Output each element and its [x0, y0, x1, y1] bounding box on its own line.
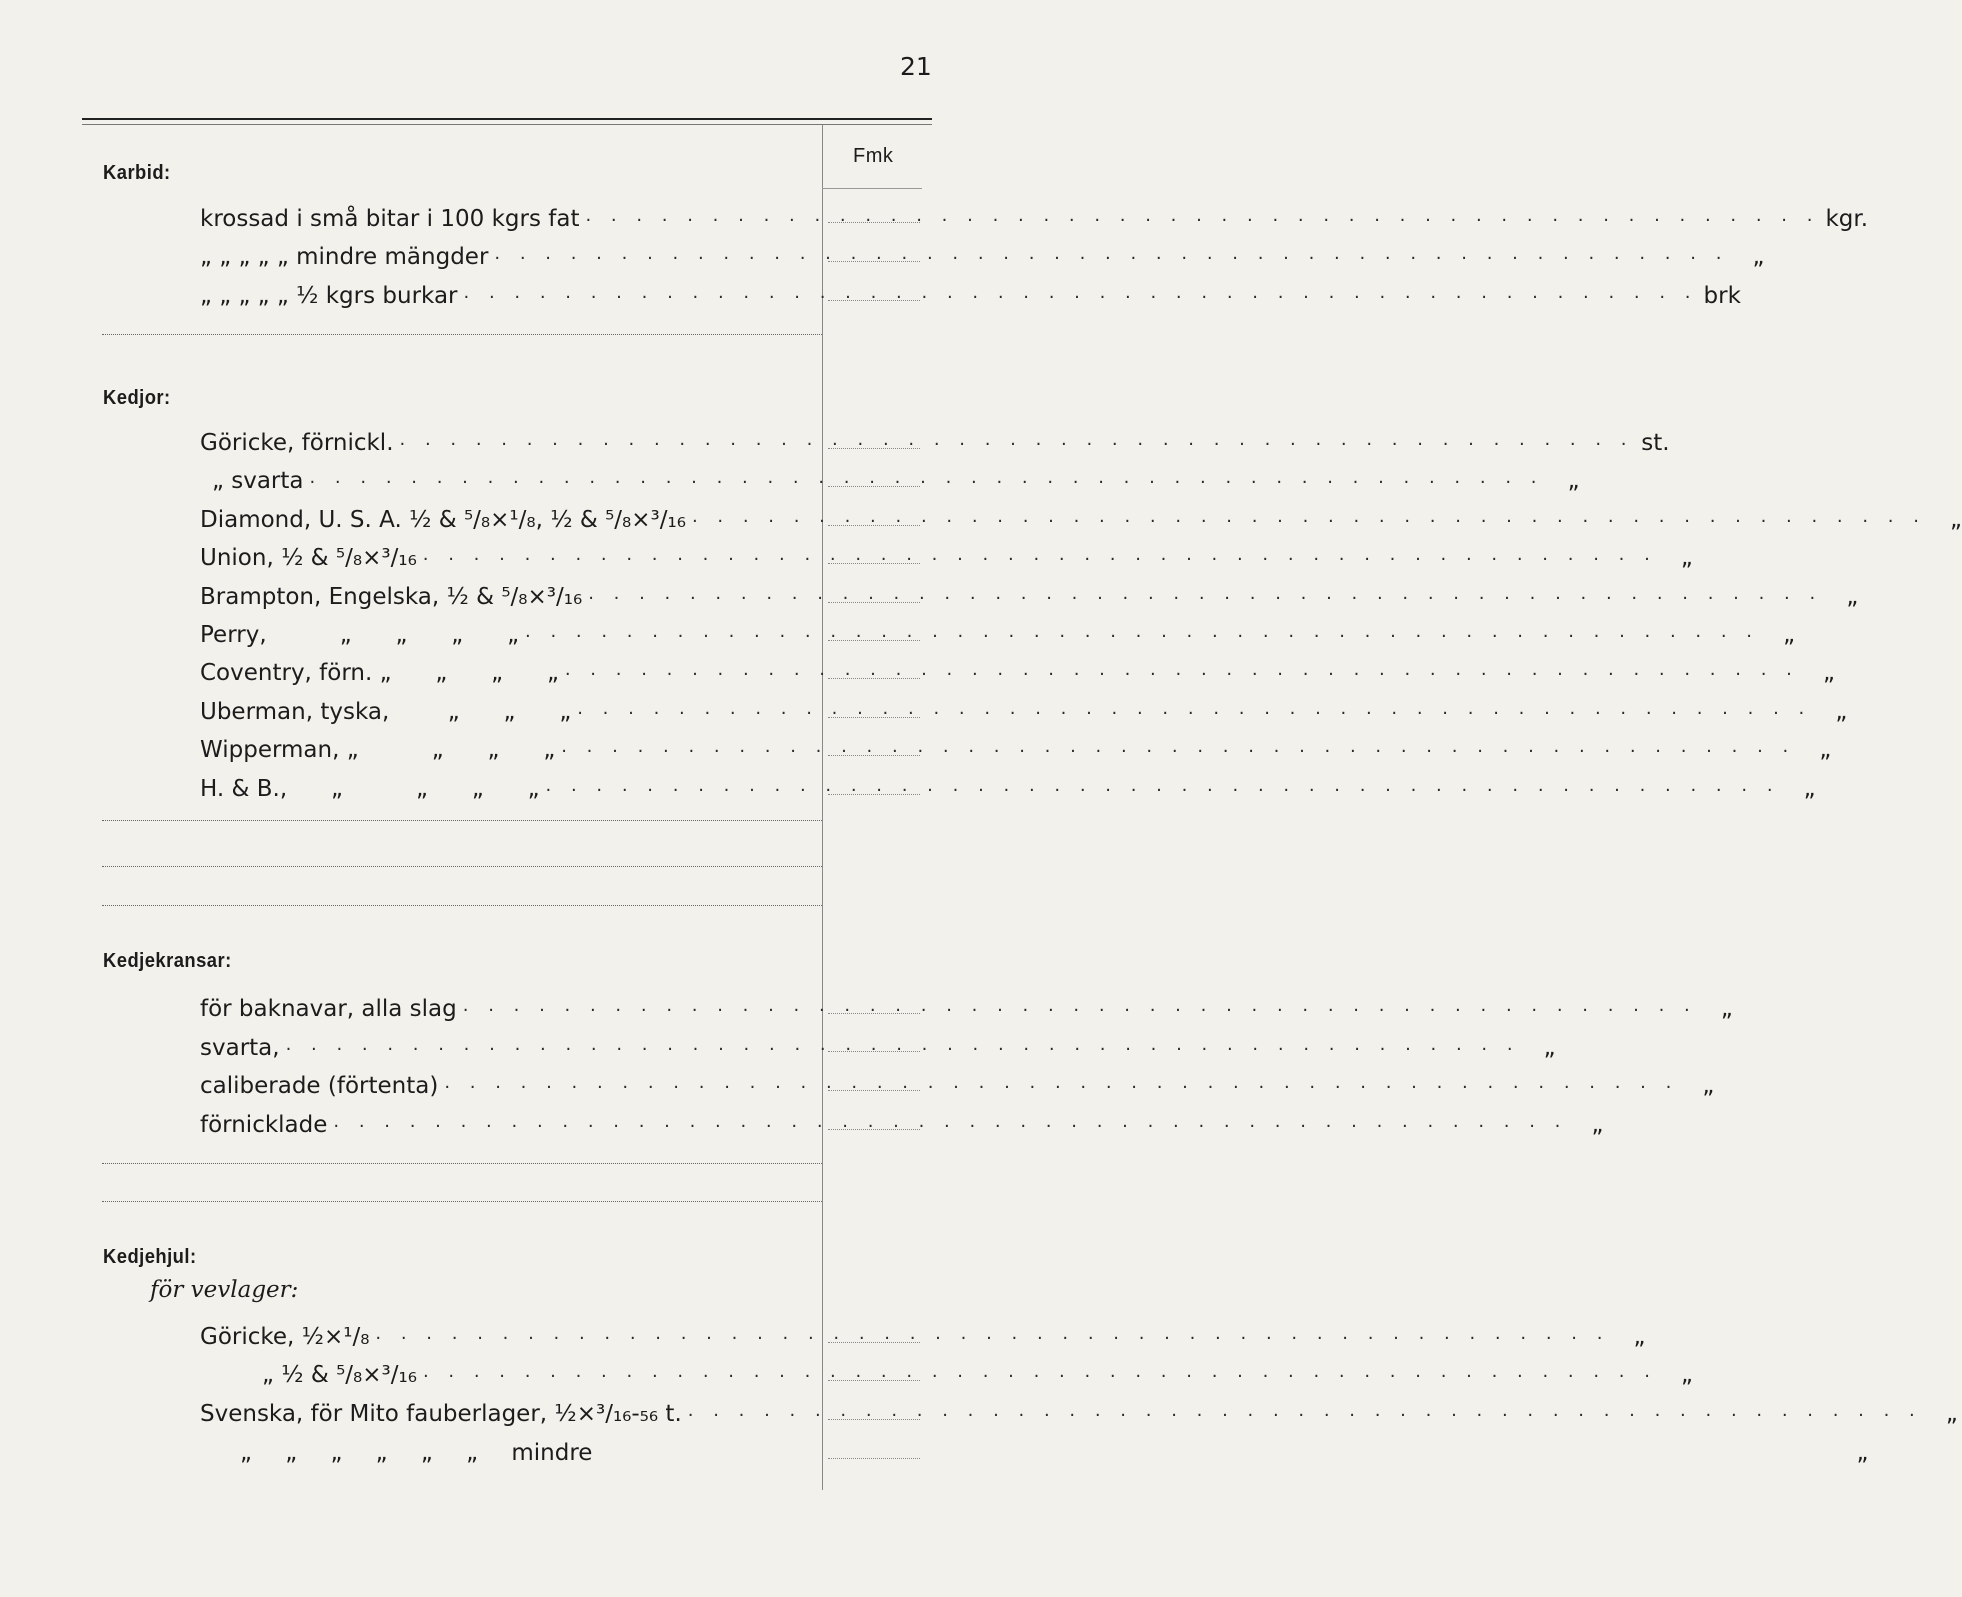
section-heading-kedjekransar: Kedjekransar:: [103, 950, 232, 972]
price-cell: [828, 563, 920, 565]
price-row: [200, 196, 1869, 232]
price-row: [200, 497, 1962, 533]
item-unit: „: [1846, 584, 1859, 610]
dot-leader: . . . . . . . . . . . . . . . . . . . . . . . . . . . . . . . . . . . . . . . . . . . . . . . . .: [588, 583, 1823, 604]
dot-leader: . . . . . . . . . . . . . . . . . . . . . . . . . . . . . . . . . . . . . . . . . . . . . . . . .: [577, 698, 1812, 719]
page-number: 21: [900, 52, 932, 81]
price-row: [200, 986, 1733, 1022]
price-row: [200, 1102, 1604, 1138]
dot-leader: . . . . . . . . . . . . . . . . . . . . . . . . . . . . . . . . . . . . . . . . . . . . . . . . .: [422, 1361, 1657, 1382]
item-unit: „: [1567, 468, 1580, 494]
section-separator: [102, 1163, 822, 1165]
price-cell: [828, 525, 920, 527]
price-cell: [828, 1051, 920, 1053]
item-unit: „: [1702, 1073, 1715, 1099]
item-description: Göricke, förnickl.: [200, 430, 394, 456]
dot-leader: . . . . . . . . . . . . . . . . . . . . . . . . . . . . . . . . . . . . . . . . . . . . . . . . .: [462, 995, 1697, 1016]
price-row: [200, 1352, 1693, 1388]
item-unit: „: [1835, 699, 1848, 725]
item-description: förnicklade: [200, 1112, 328, 1138]
item-unit: st.: [1641, 430, 1670, 456]
item-description: „ „ „ „ „ ½ kgrs burkar: [200, 283, 458, 309]
dot-leader: . . . . . . . . . . . . . . . . . . . . . . . . . . . . . . . . . . . . . . . . . . . . . . . . .: [333, 1111, 1568, 1132]
price-cell: [828, 640, 920, 642]
item-description: „ svarta: [212, 468, 304, 494]
price-cell: [828, 602, 920, 604]
price-row: [200, 535, 1693, 571]
price-row: [200, 727, 1832, 763]
price-row: [200, 1430, 1869, 1466]
section-separator: [102, 1201, 822, 1203]
section-separator: [102, 905, 822, 907]
item-unit: „: [1543, 1035, 1556, 1061]
dot-leader: . . . . . . . . . . . . . . . . . . . . . . . . . . . . . . . . . . . . . . . . . . . . . . . . .: [545, 775, 1780, 796]
price-cell: [828, 794, 920, 796]
item-unit: „: [1783, 622, 1796, 648]
section-subheading: för vevlager:: [150, 1277, 299, 1303]
price-row: [200, 1063, 1715, 1099]
dot-leader: . . . . . . . . . . . . . . . . . . . . . . . . . . . . . . . . . . . . . . . . . . . . . . . . .: [285, 1034, 1520, 1055]
item-unit: „: [1681, 1362, 1693, 1388]
dot-leader: . . . . . . . . . . . . . . . . . . . . . . . . . . . . . . . . . . . . . . . . . . . . . . . . .: [561, 736, 1796, 757]
price-row: [200, 234, 1765, 270]
section-separator: [102, 820, 822, 822]
item-description: krossad i små bitar i 100 kgrs fat: [200, 206, 580, 232]
price-row: [200, 1314, 1646, 1350]
item-unit: „: [1822, 660, 1835, 686]
price-cell: [828, 717, 920, 719]
price-cell: [828, 448, 920, 450]
item-description: Coventry, förn. „ „ „ „: [200, 660, 559, 686]
section-heading-kedjehjul: Kedjehjul:: [103, 1246, 197, 1268]
price-cell: [828, 1013, 920, 1015]
price-cell: [828, 755, 920, 757]
price-cell: [828, 1129, 920, 1131]
item-unit: „: [1720, 996, 1733, 1022]
dot-leader: . . . . . . . . . . . . . . . . . . . . . . . . . . . . . . . . . . . . . . . . . . . . . . . . .: [399, 429, 1634, 450]
item-unit: „: [1680, 545, 1693, 571]
item-description: Svenska, för Mito fauberlager, ½×³/₁₆-₅₆ t.: [200, 1401, 682, 1427]
item-description: Union, ½ & ⁵/₈×³/₁₆: [200, 545, 417, 571]
price-row: [200, 1391, 1958, 1427]
item-description: „ ½ & ⁵/₈×³/₁₆: [262, 1362, 417, 1388]
price-cell: [828, 1458, 920, 1460]
section-separator: [102, 334, 822, 336]
price-cell: [828, 1090, 920, 1092]
price-row: [200, 273, 1741, 309]
item-description: H. & B., „ „ „ „: [200, 776, 540, 802]
item-description: för baknavar, alla slag: [200, 996, 457, 1022]
price-row: [200, 766, 1816, 802]
price-cell: [828, 1419, 920, 1421]
item-unit: kgr.: [1825, 206, 1869, 232]
item-unit: „: [1633, 1324, 1646, 1350]
item-description: svarta,: [200, 1035, 280, 1061]
item-unit: „: [1856, 1440, 1869, 1466]
dot-leader: . . . . . . . . . . . . . . . . . . . . . . . . . . . . . . . . . . . . . . . . . . . . . . . . .: [463, 282, 1698, 303]
price-cell: [828, 300, 920, 302]
dot-leader: . . . . . . . . . . . . . . . . . . . . . . . . . . . . . . . . . . . . . . . . . . . . . . . . .: [494, 243, 1729, 264]
item-unit: „: [1945, 1401, 1958, 1427]
item-unit: „: [1819, 737, 1832, 763]
dot-leader: . . . . . . . . . . . . . . . . . . . . . . . . . . . . . . . . . . . . . . . . . . . . . . . . .: [444, 1072, 1679, 1093]
item-description: Diamond, U. S. A. ½ & ⁵/₈×¹/₈, ½ & ⁵/₈×³/₁₆: [200, 507, 686, 533]
header-rule-thin: [82, 124, 932, 125]
item-unit: „: [1950, 507, 1962, 533]
item-description: Göricke, ½×¹/₈: [200, 1324, 370, 1350]
price-row: [200, 574, 1859, 610]
dot-leader: . . . . . . . . . . . . . . . . . . . . . . . . . . . . . . . . . . . . . . . . . . . . . . . . .: [422, 544, 1657, 565]
dot-leader: . . . . . . . . . . . . . . . . . . . . . . . . . . . . . . . . . . . . . . . . . . . . . . . . .: [687, 1400, 1922, 1421]
section-separator: [102, 866, 822, 868]
price-cell: [828, 678, 920, 680]
dot-leader: . . . . . . . . . . . . . . . . . . . . . . . . . . . . . . . . . . . . . . . . . . . . . . . . .: [585, 205, 1820, 226]
price-row: [200, 612, 1796, 648]
price-row: [200, 420, 1670, 456]
price-cell: [828, 1380, 920, 1382]
price-cell: [828, 261, 920, 263]
item-description: „ „ „ „ „ „ mindre: [240, 1440, 593, 1466]
price-row: [200, 458, 1580, 494]
dot-leader: . . . . . . . . . . . . . . . . . . . . . . . . . . . . . . . . . . . . . . . . . . . . . . . . .: [375, 1323, 1610, 1344]
item-description: Wipperman, „ „ „ „: [200, 737, 556, 763]
item-unit: „: [1752, 244, 1765, 270]
dot-leader: . . . . . . . . . . . . . . . . . . . . . . . . . . . . . . . . . . . . . . . . . . . . . . . . .: [309, 467, 1544, 488]
price-column-header: Fmk: [853, 145, 894, 167]
price-column-divider: [822, 125, 823, 1490]
price-column-header-rule: [822, 188, 922, 189]
item-unit: brk: [1703, 283, 1741, 309]
section-heading-karbid: Karbid:: [103, 162, 171, 184]
dot-leader: . . . . . . . . . . . . . . . . . . . . . . . . . . . . . . . . . . . . . . . . . . . . . . . . .: [691, 506, 1926, 527]
price-row: [200, 650, 1835, 686]
price-cell: [828, 1342, 920, 1344]
item-description: Perry, „ „ „ „: [200, 622, 520, 648]
section-heading-kedjor: Kedjor:: [103, 387, 171, 409]
dot-leader: . . . . . . . . . . . . . . . . . . . . . . . . . . . . . . . . . . . . . . . . . . . . . . . . .: [525, 621, 1760, 642]
price-row: [200, 689, 1848, 725]
item-description: caliberade (förtenta): [200, 1073, 439, 1099]
item-unit: „: [1803, 776, 1816, 802]
item-description: Uberman, tyska, „ „ „: [200, 699, 572, 725]
item-description: Brampton, Engelska, ½ & ⁵/₈×³/₁₆: [200, 584, 583, 610]
item-unit: „: [1591, 1112, 1604, 1138]
header-rule: [82, 118, 932, 120]
price-cell: [828, 222, 920, 224]
item-description: „ „ „ „ „ mindre mängder: [200, 244, 489, 270]
price-cell: [828, 486, 920, 488]
price-row: [200, 1025, 1556, 1061]
dot-leader: . . . . . . . . . . . . . . . . . . . . . . . . . . . . . . . . . . . . . . . . . . . . . . . . .: [564, 659, 1799, 680]
